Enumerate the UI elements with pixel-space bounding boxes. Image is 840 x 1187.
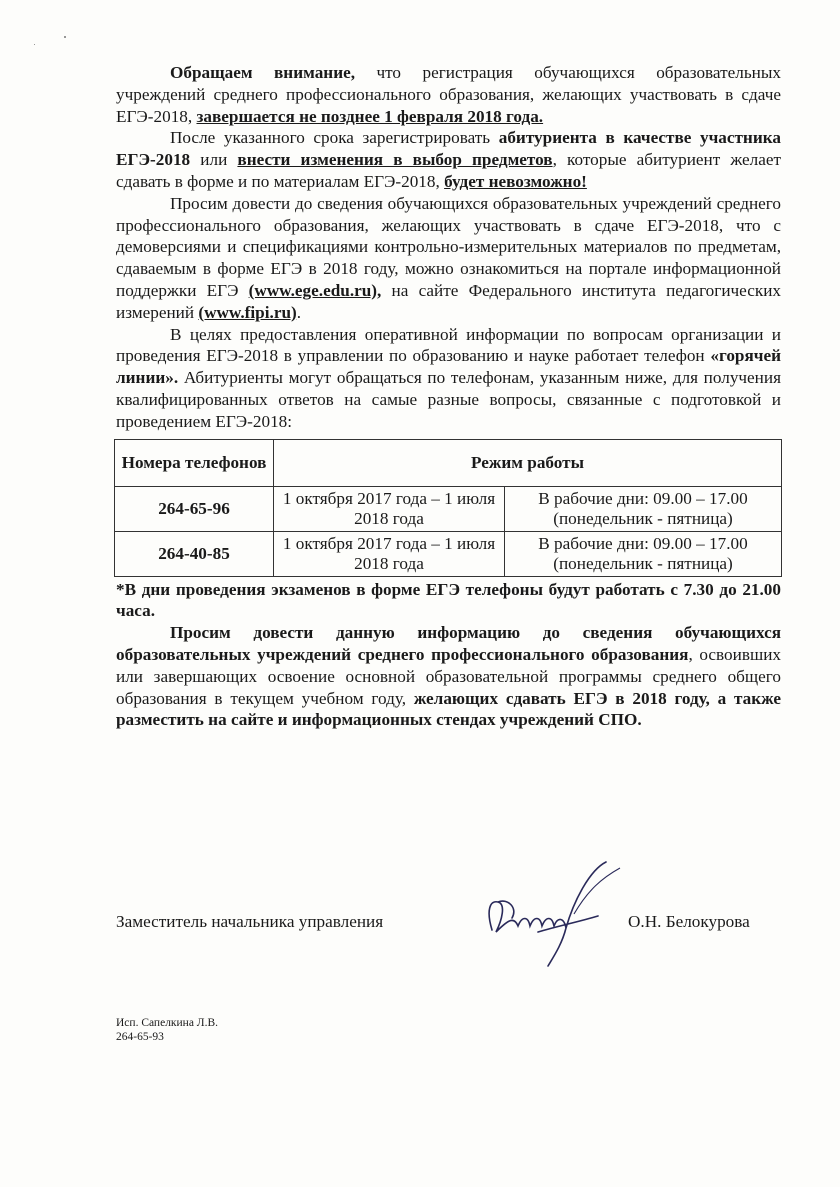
exam-days-note: *В дни проведения экзаменов в форме ЕГЭ телефоны будут работать с 7.30 до 21.00 часа. [116,579,781,621]
impossible-warning: будет невозможно! [444,171,587,191]
applicant-participant: абитуриента в качестве участника ЕГЭ-2018 [116,128,781,170]
phone-number: 264-40-85 [115,531,274,576]
request-bold: Просим довести данную информацию до сведения обучающихся образовательных учреждений среднего профессионального образования [116,623,781,664]
period-cell: 1 октября 2017 года – 1 июля 2018 года [274,531,505,576]
paragraph-after-deadline [116,127,781,192]
paragraph-request [116,622,781,731]
ege-portal-link[interactable]: (www.ege.edu.ru), [248,280,382,300]
hotline-label: «горячей линии». [116,346,781,388]
paragraph-demo-versions [116,193,781,324]
change-subjects: внести изменения в выбор предметов [237,150,553,170]
text-span: , которые абитуриент желает сдавать в форме и по материалам ЕГЭ-2018, [116,150,781,191]
handwritten-signature [478,860,628,970]
text-span: на сайте Федерального института педагогических измерений [116,280,781,322]
text-span: После указанного срока зарегистрировать [170,128,499,148]
signer-name: О.Н. Белокурова [628,912,750,931]
header-phones: Номера телефонов [115,439,274,486]
text-span: или [190,150,238,170]
phone-number: 264-65-96 [115,486,274,531]
table-header-row [115,439,782,486]
scan-speck [34,44,35,45]
paragraph-hotline [116,324,781,433]
registration-text: что регистрация обучающихся образовательных учреждений среднего профессионального образования, желающих участвовать в сдаче ЕГЭ-2018, [116,63,782,126]
letter-body [116,62,781,731]
signer-title: Заместитель начальника управления [116,912,384,931]
text-span: В целях предоставления оперативной информации по вопросам организации и проведения ЕГЭ-2018 в управлении по образованию и науке работает телефон [116,324,781,366]
scan-speck [64,36,66,38]
text-span: Абитуриенты могут обращаться по телефонам, указанным ниже, для получения квалифицированных ответов на самые разные вопросы, связанные с подготовкой и проведением ЕГЭ-2018: [116,368,781,431]
hours-cell: В рабочие дни: 09.00 – 17.00 (понедельник - пятница) [505,531,782,576]
attention-lead: Обращаем внимание, [170,63,356,82]
executor-name: Исп. Сапелкина Л.В. [116,1017,219,1029]
period-cell: 1 октября 2017 года – 1 июля 2018 года [274,486,505,531]
request-bold-end: желающих сдавать ЕГЭ в 2018 году, а также разместить на сайте и информационных стендах учреждений СПО. [116,688,781,730]
header-schedule: Режим работы [274,439,782,486]
table-row [115,531,782,576]
table-row [115,486,782,531]
fipi-link[interactable]: (www.fipi.ru) [198,302,297,322]
text-span: . [296,302,302,322]
text-span: Просим довести до сведения обучающихся образовательных учреждений среднего профессионального образования, желающих участвовать в сдаче ЕГЭ-2018, что с демоверсиями и спецификациями контрольно-измерительных материалов по предметам, сдаваемым в форме ЕГЭ в 2018 году, можно ознакомиться на портале информационной поддержки ЕГЭ [116,193,781,300]
executor-phone: 264-65-93 [116,1031,164,1043]
executor-info [116,1016,218,1044]
text-span: , освоивших или завершающих освоение основной образовательной программы среднего общего образования в текущем учебном году, [116,644,781,708]
hours-cell: В рабочие дни: 09.00 – 17.00 (понедельник - пятница) [505,486,782,531]
paragraph-registration [116,62,781,127]
hotline-table [114,439,782,577]
registration-deadline: завершается не позднее 1 февраля 2018 года. [196,106,544,126]
